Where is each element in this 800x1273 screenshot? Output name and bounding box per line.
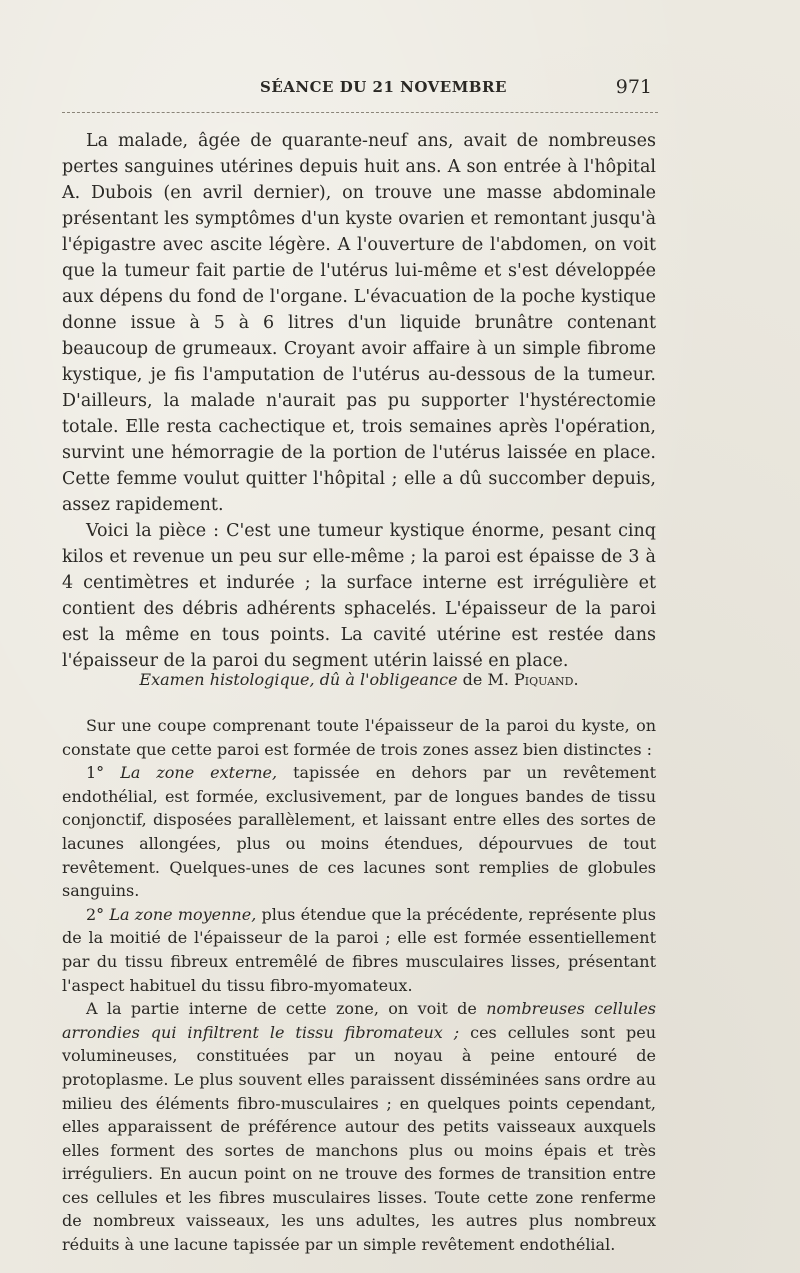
- zone1-title: La zone externe,: [120, 763, 278, 783]
- histology-intro: Sur une coupe comprenant toute l'épaisseur de la paroi du kyste, on constate que cette paroi est formée de trois zones assez bien distinctes :: [62, 716, 656, 759]
- zone-moyenne-paragraph: [62, 903, 656, 997]
- header-rule: [62, 112, 658, 113]
- section-subheading: [62, 670, 656, 689]
- partie-interne-paragraph: [62, 997, 656, 1257]
- subheading-author: Piquand.: [514, 670, 579, 689]
- running-title: SÉANCE DU 21 NOVEMBRE: [260, 78, 507, 96]
- zone2-number: 2°: [86, 904, 105, 924]
- case-report: [62, 128, 656, 674]
- page-number: 971: [615, 76, 652, 98]
- partie-end: ces cellules sont peu volumineuses, constituées par un noyau à peine entouré de protoplasme. Le plus souvent elles paraissent disséminées sans ordre au milieu des éléments fibro-musculaires ; en quelques points cependant, elles apparaissent de préférence autour des petits vaisseaux auxquels elles forment des sortes de manchons plus ou moins épais et très irréguliers. En aucun point on ne trouve des formes de transition entre ces cellules et les fibres musculaires lisses. Toute cette zone renferme de nombreux vaisseaux, les uns adultes, les autres plus nombreux réduits à une lacune tapissée par un simple revêtement endothélial.: [62, 1022, 656, 1255]
- paragraph-patient-history: La malade, âgée de quarante-neuf ans, avait de nombreuses pertes sanguines utérines depuis huit ans. A son entrée à l'hôpital A. Dubois (en avril dernier), on trouve une masse abdominale présentant les symptômes d'un kyste ovarien et remontant jusqu'à l'épigastre avec ascite légère. A l'ouverture de l'abdomen, on voit que la tumeur fait partie de l'utérus lui-même et s'est développée aux dépens du fond de l'organe. L'évacuation de la poche kystique donne issue à 5 à 6 litres d'un liquide brunâtre contenant beaucoup de grumeaux. Croyant avoir affaire à un simple fibrome kystique, je fis l'amputation de l'utérus au-dessous de la tumeur. D'ailleurs, la malade n'aurait pas pu supporter l'hystérectomie totale. Elle resta cachectique et, trois semaines après l'opération, survint une hémorragie de la portion de l'utérus laissée en place. Cette femme voulut quitter l'hôpital ; elle a dû succomber depuis, assez rapidement.: [62, 131, 656, 515]
- histology-section: [62, 714, 656, 1257]
- zone1-text: tapissée en dehors par un revêtement endothélial, est formée, exclusivement, par de longues bandes de tissu conjonctif, disposées parallèlement, et laissant entre elles des sortes de lacunes allongées, plus ou moins étendues, dépourvues de tout revêtement. Quelques-unes de ces lacunes sont remplies de globules sanguins.: [62, 763, 656, 901]
- page-header: [60, 76, 660, 100]
- subheading-prefix: de M.: [462, 670, 509, 689]
- zone1-number: 1°: [86, 763, 105, 783]
- partie-start: A la partie interne de cette zone, on voit de: [86, 999, 487, 1019]
- paragraph-specimen: Voici la pièce : C'est une tumeur kystique énorme, pesant cinq kilos et revenue un peu sur elle-même ; la paroi est épaisse de 3 à 4 centimètres et indurée ; la surface interne est irrégulière et contient des débris adhérents sphacelés. L'épaisseur de la paroi est la même en tous points. La cavité utérine est restée dans l'épaisseur de la paroi du segment utérin laissé en place.: [62, 521, 656, 671]
- zone-externe-paragraph: [62, 761, 656, 903]
- zone2-text: plus étendue que la précédente, représente plus de la moitié de l'épaisseur de la paroi ; elle est formée essentiellement par du tissu fibreux entremêlé de fibres musculaires lisses, présentant l'aspect habituel du tissu fibro-myomateux.: [62, 904, 656, 995]
- partie-italic: nombreuses cellules arrondies qui infiltrent le tissu fibromateux ;: [62, 999, 657, 1042]
- zone2-title: La zone moyenne,: [109, 904, 257, 924]
- subheading-title: Examen histologique, dû à l'obligeance: [139, 670, 458, 689]
